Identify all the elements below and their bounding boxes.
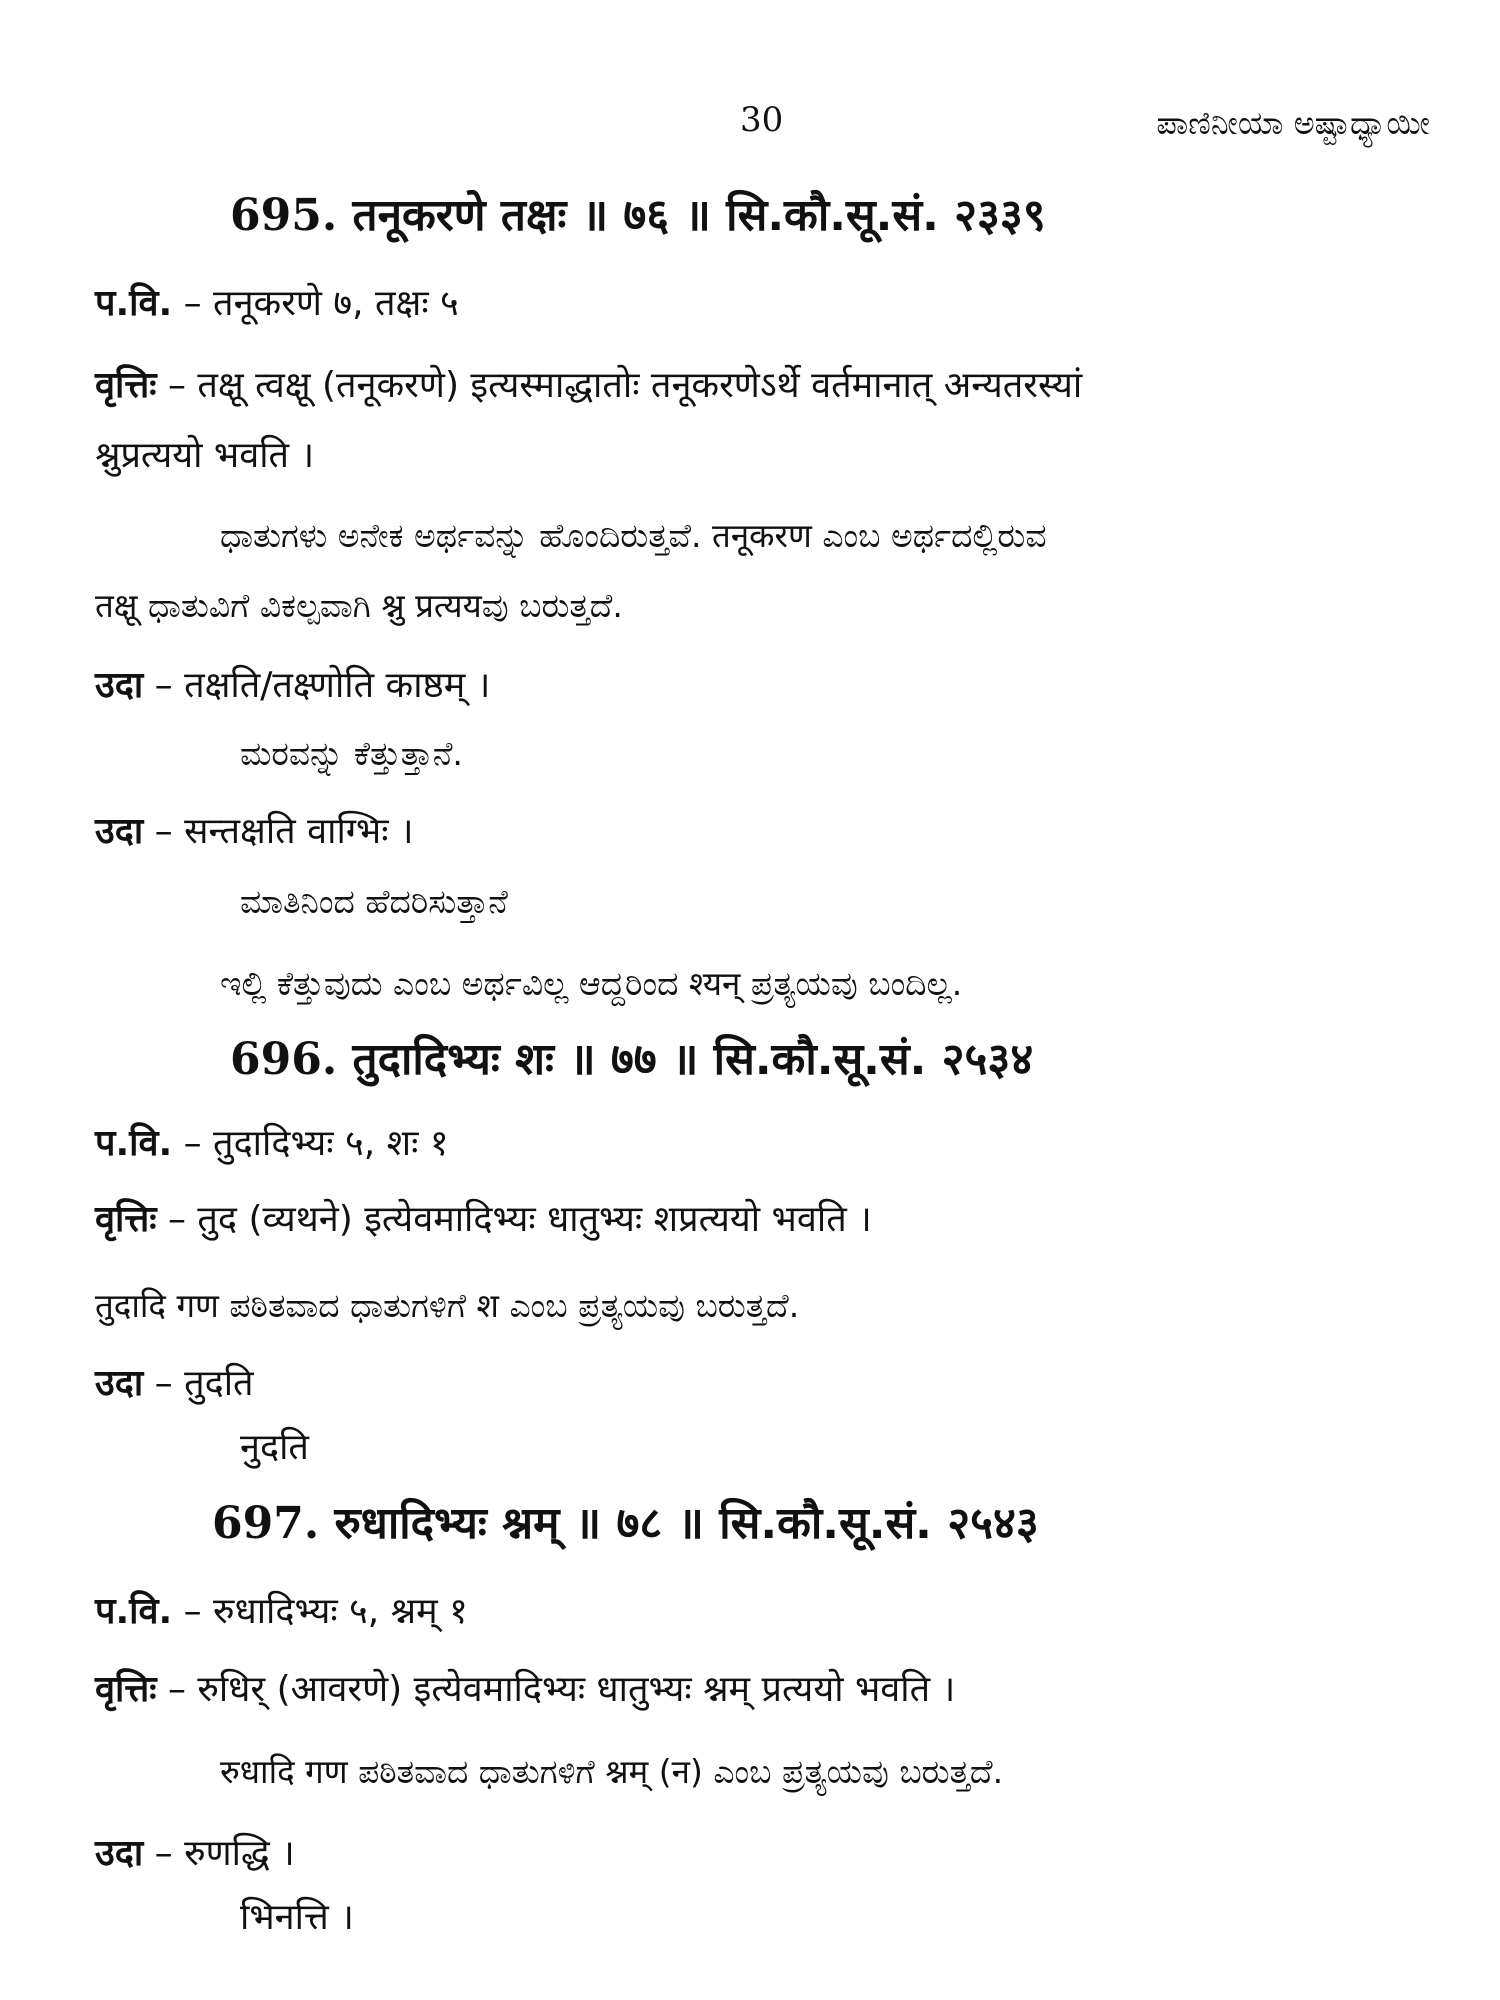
dash: –	[183, 1123, 202, 1164]
running-title: ಪಾಣಿನೀಯಾ ಅಷ್ಟಾಧ್ಯಾಯೀ	[1156, 104, 1430, 142]
dash: –	[167, 1199, 186, 1240]
dash: –	[154, 1833, 173, 1874]
dash: –	[154, 811, 173, 852]
example	[95, 1360, 254, 1408]
pada-vibhaga	[95, 1588, 468, 1636]
dash: –	[154, 1363, 173, 1404]
pavi-label: प.वि.	[95, 1591, 173, 1632]
pada-vibhaga	[95, 280, 459, 328]
example	[95, 1830, 295, 1878]
dash: –	[167, 1669, 186, 1710]
dash: –	[183, 283, 202, 324]
example-text: रुणद्धि ।	[184, 1833, 295, 1874]
example-text: भिनत्ति ।	[240, 1897, 354, 1938]
vritti-text: तक्षू त्वक्षू (तनूकरणे) इत्यस्माद्धातोः तनूकरणेऽर्थे वर्तमानात् अन्यतरस्यां	[197, 365, 1083, 406]
dash: –	[167, 365, 186, 406]
uda-label: उदा	[95, 1363, 144, 1404]
vritti	[95, 1196, 872, 1244]
uda-label: उदा	[95, 1833, 144, 1874]
pavi-label: प.वि.	[95, 1123, 173, 1164]
kannada-explanation: रुधादि गण ಪಠಿತವಾದ ಧಾತುಗಳಿಗೆ श्नम् (न) ಎಂಬ ಪ್ರತ್ಯಯವು ಬರುತ್ತದೆ.	[220, 1752, 1004, 1791]
vritti-text: तुद (व्यथने) इत्येवमादिभ्यः धातुभ्यः शप्रत्ययो भवति ।	[197, 1199, 872, 1240]
vritti-label: वृत्तिः	[95, 1669, 157, 1710]
pada-vibhaga	[95, 1120, 449, 1168]
vritti-label: वृत्तिः	[95, 365, 157, 406]
example-text: तुदति	[184, 1363, 254, 1404]
example-text: सन्तक्षति वाग्भिः ।	[184, 811, 414, 852]
vritti-continued: श्नुप्रत्ययो भवति ।	[95, 435, 315, 476]
kannada-explanation: तक्षू ಧಾತುವಿಗೆ ವಿಕಲ್ಪವಾಗಿ श्नु प्रत्ययವು ಬರುತ್ತದೆ.	[95, 586, 623, 625]
sutra-number: 695.	[230, 190, 338, 241]
sutra-heading	[212, 1496, 1039, 1552]
sutra-text: रुधादिभ्यः श्नम् ॥ ७८ ॥ सि.कौ.सू.सं. २५४३	[334, 1498, 1039, 1549]
vritti-label: वृत्तिः	[95, 1199, 157, 1240]
kannada-explanation: ಧಾತುಗಳು ಅನೇಕ ಅರ್ಥವನ್ನು ಹೊಂದಿರುತ್ತವೆ. तनूकरण ಎಂಬ ಅರ್ಥದಲ್ಲಿರುವ	[220, 516, 1047, 555]
pavi-label: प.वि.	[95, 283, 173, 324]
example-translation: ಮಾತಿನಿಂದ ಹೆದರಿಸುತ್ತಾನೆ	[240, 882, 508, 921]
kannada-note: ಇಲ್ಲಿ ಕೆತ್ತುವುದು ಎಂಬ ಅರ್ಥವಿಲ್ಲ ಆದ್ದರಿಂದ श्यन् ಪ್ರತ್ಯಯವು ಬಂದಿಲ್ಲ.	[220, 964, 963, 1003]
uda-label: उदा	[95, 665, 144, 706]
pavi-text: रुधादिभ्यः ५, श्नम् १	[213, 1591, 468, 1632]
dash: –	[154, 665, 173, 706]
pavi-text: तनूकरणे ७, तक्षः ५	[213, 283, 459, 324]
sutra-number: 697.	[212, 1498, 320, 1549]
uda-label: उदा	[95, 811, 144, 852]
sutra-heading	[230, 188, 1046, 244]
example-translation: ಮರವನ್ನು ಕೆತ್ತುತ್ತಾನೆ.	[240, 734, 463, 773]
sutra-text: तनूकरणे तक्षः ॥ ७६ ॥ सि.कौ.सू.सं. २३३९	[352, 190, 1046, 241]
kannada-explanation: तुदादि गण ಪಠಿತವಾದ ಧಾತುಗಳಿಗೆ श ಎಂಬ ಪ್ರತ್ಯಯವು ಬರುತ್ತದೆ.	[95, 1286, 800, 1325]
example	[95, 662, 490, 710]
vritti	[95, 362, 1082, 410]
vritti	[95, 1666, 955, 1714]
page-number: 30	[740, 100, 784, 140]
example-text: तक्षति/तक्ष्णोति काष्ठम् ।	[184, 665, 491, 706]
sutra-number: 696.	[230, 1034, 338, 1085]
dash: –	[183, 1591, 202, 1632]
sutra-text: तुदादिभ्यः शः ॥ ७७ ॥ सि.कौ.सू.सं. २५३४	[352, 1034, 1034, 1085]
vritti-text: रुधिर् (आवरणे) इत्येवमादिभ्यः धातुभ्यः श्नम् प्रत्ययो भवति ।	[197, 1669, 956, 1710]
example-text: नुदति	[240, 1427, 309, 1468]
example	[95, 808, 414, 856]
sutra-heading	[230, 1032, 1033, 1088]
pavi-text: तुदादिभ्यः ५, शः १	[213, 1123, 449, 1164]
page-header	[0, 100, 1500, 150]
